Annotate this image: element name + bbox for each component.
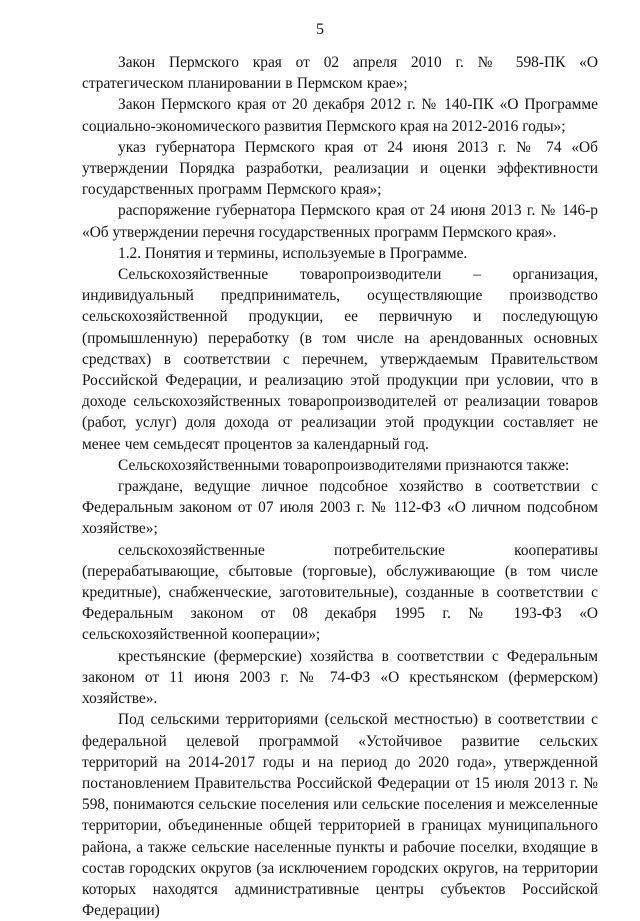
paragraph-law-598-pk: Закон Пермского края от 02 апреля 2010 г. № 598-ПК «О стратегическом планировании в Пермском крае»; bbox=[82, 54, 598, 93]
paragraph-order-146-r: распоряжение губернатора Пермского края от 24 июня 2013 г. № 146-р «Об утверждении перечня государственных программ Пермского края». bbox=[82, 202, 598, 241]
paragraph-rural-territories: Под сельскими территориями (сельской местностью) в соответствии с федеральной целевой программой «Устойчивое развитие сельских территорий на 2014-2017 годы и на период до 2020 года», утвержденной постановлением Правительства Российской Федерации от 15 июля 2013 г. № 598, понимаются сельские поселения или сельские поселения и межселенные территории, объединенные общей территорией в границах муниципального района, а также сельские населенные пункты и рабочие поселки, входящие в состав городских округов (за исключением городских округов, на территории которых находятся административные центры субъектов Российской Федерации) bbox=[82, 711, 598, 920]
paragraph-producers-definition: Сельскохозяйственные товаропроизводители – организация, индивидуальный предприниматель, осуществляющие производство сельскохозяйственной продукции, ее первичную и последующую (промышленную) переработку (в том числе на арендованных основных средствах) в соответствии с перечнем, утверждаемым Правительством Российской Федерации, и реализацию этой продукции при условии, что в доходе сельскохозяйственных товаропроизводителей от реализации товаров (работ, услуг) доля дохода от реализации этой продукции составляет не менее чем семьдесят процентов за календарный год. bbox=[82, 266, 598, 453]
paragraph-law-140-pk: Закон Пермского края от 20 декабря 2012 г. № 140-ПК «О Программе социально-экономического развития Пермского края на 2012-2016 годы»; bbox=[82, 96, 598, 135]
paragraph-section-1-2: 1.2. Понятия и термины, используемые в Программе. bbox=[118, 244, 468, 262]
paragraph-producers-also: Сельскохозяйственными товаропроизводителями признаются также: bbox=[118, 456, 570, 474]
paragraph-citizens: граждане, ведущие личное подсобное хозяйство в соответствии с Федеральным законом от 07 июля 2003 г. № 112-ФЗ «О личном подсобном хозяйстве»; bbox=[82, 478, 598, 538]
document-body bbox=[82, 52, 598, 921]
paragraph-cooperatives: сельскохозяйственные потребительские кооперативы (перерабатывающие, сбытовые (торговые), обслуживающие (в том числе кредитные), снабженческие, заготовительные), созданные в соответствии с Федеральным законом от 08 декабря 1995 г. № 193-ФЗ «О сельскохозяйственной кооперации»; bbox=[82, 541, 598, 644]
paragraph-farms: крестьянские (фермерские) хозяйства в соответствии с Федеральным законом от 11 июня 2003 г. № 74-ФЗ «О крестьянском (фермерском) хозяйстве». bbox=[82, 647, 598, 708]
paragraph-decree-74: указ губернатора Пермского края от 24 июня 2013 г. № 74 «Об утверждении Порядка разработки, реализации и оценки эффективности государственных программ Пермского края»; bbox=[82, 138, 598, 199]
page-number: 5 bbox=[316, 21, 324, 38]
